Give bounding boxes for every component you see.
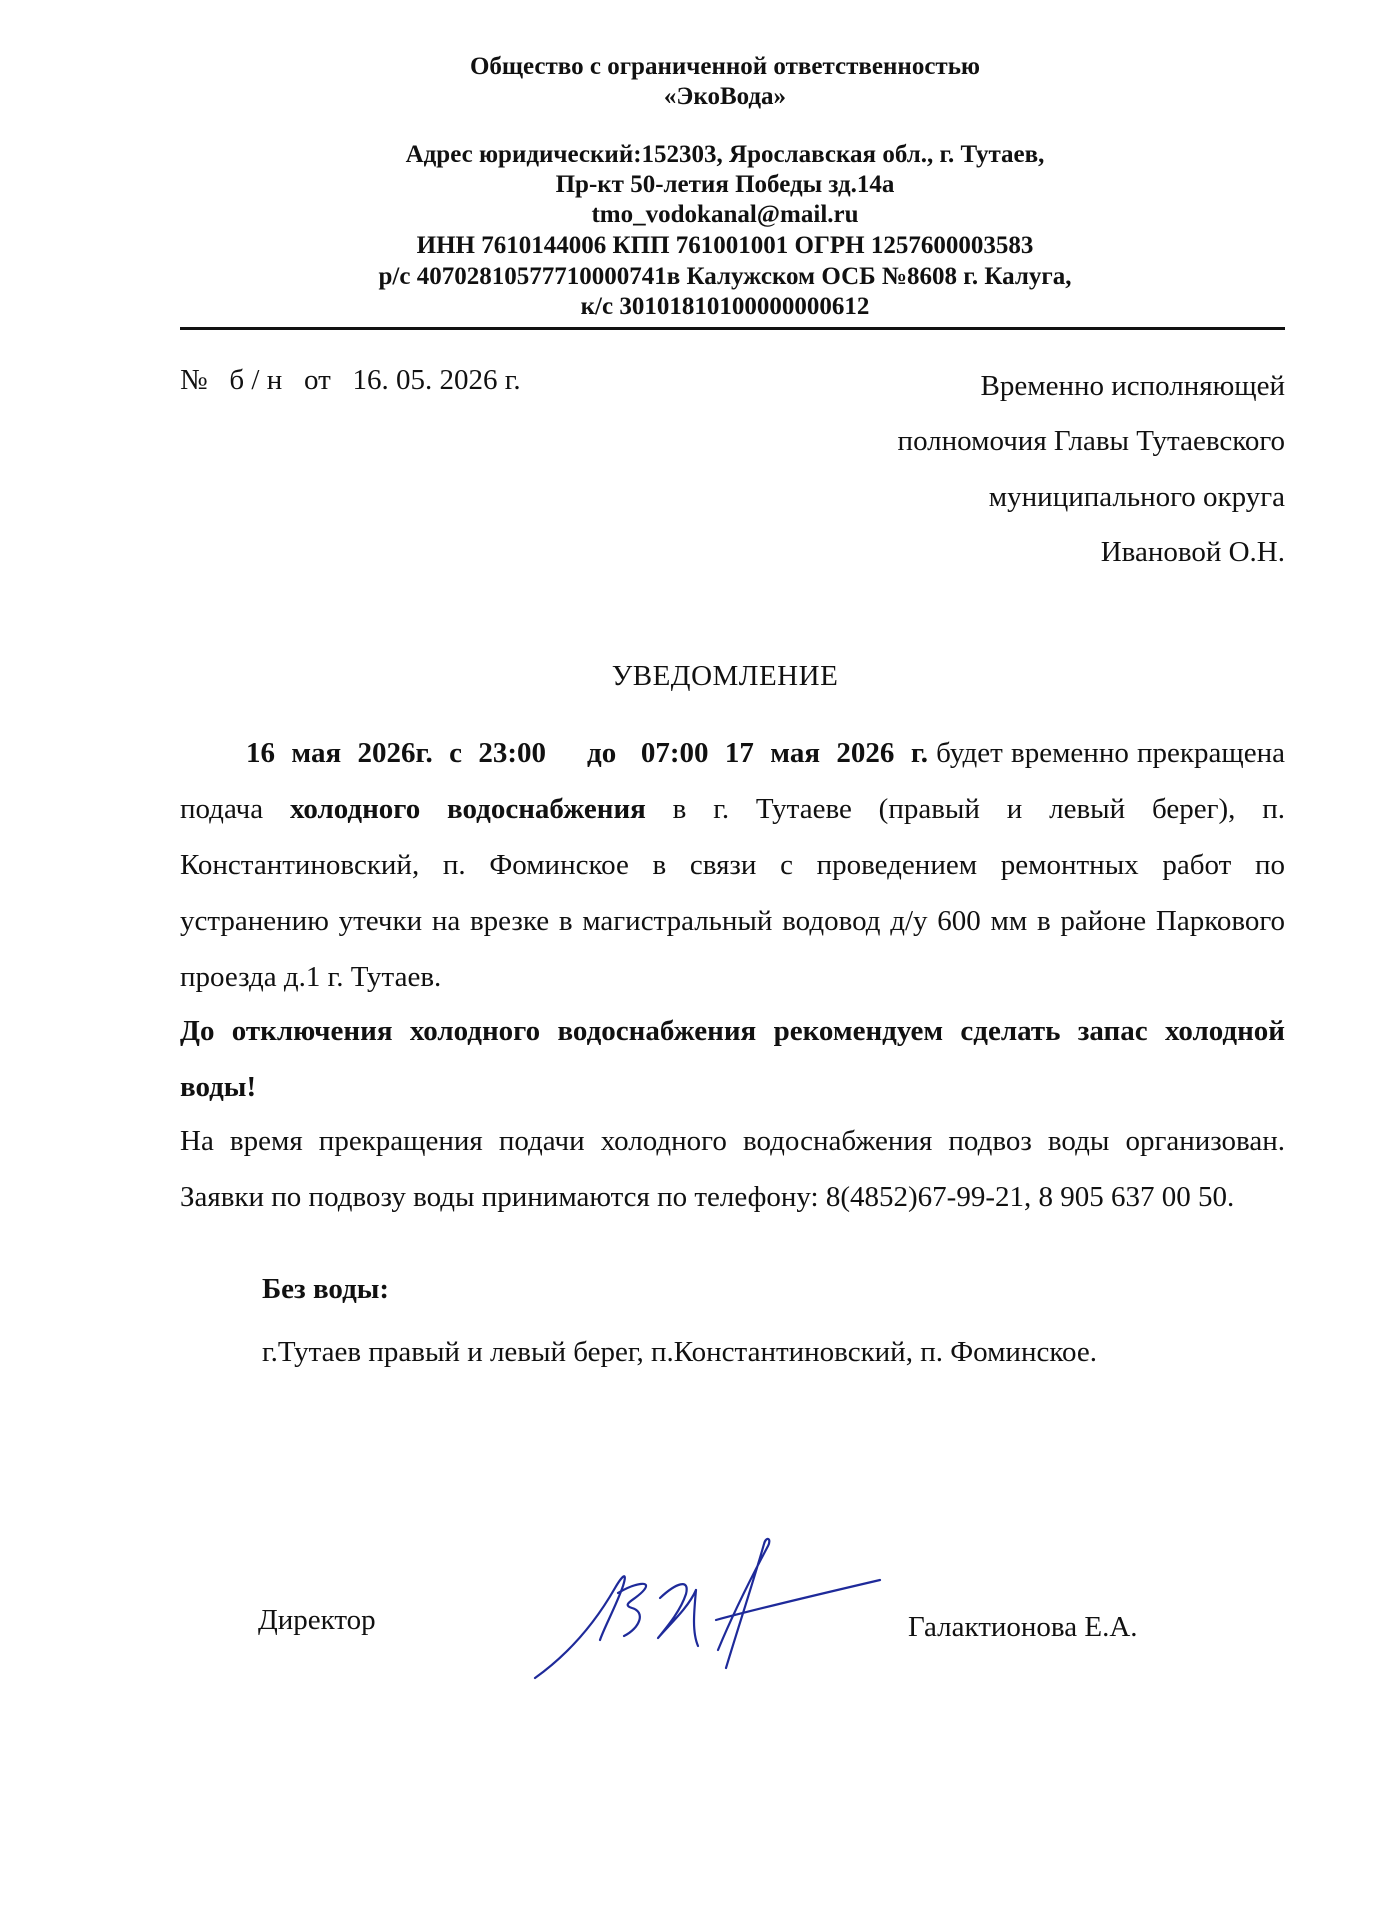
notice-paragraph: [180, 725, 1285, 1005]
water-delivery-paragraph: На время прекращения подачи холодного водоснабжения подвоз воды организован. Заявки по подвозу воды принимаются по телефону: 8(4852)67-99-21, 8 905 637 00 50.: [180, 1125, 1285, 1213]
org-email: tmo_vodokanal@mail.ru: [591, 201, 859, 228]
no-water-places: г.Тутаев правый и левый берег, п.Константиновский, п. Фоминское.: [262, 1336, 1097, 1368]
notice-text-b: в г. Тутаеве (правый и левый берег), п. Константиновский, п. Фоминское в связи с проведением ремонтных работ по устранению утечки на врезке в магистральный водовод д/у 600 мм в районе Паркового проезда д.1 г. Тутаев.: [180, 793, 1285, 993]
document-ref: № б / н от 16. 05. 2026 г.: [180, 364, 521, 396]
org-ids: ИНН 7610144006 КПП 761001001 ОГРН 1257600003583: [416, 232, 1034, 259]
outage-period: 16 мая 2026г. с 23:00 до 07:00 17 мая 2026 г.: [246, 737, 928, 769]
notice-bold-text: холодного водоснабжения: [289, 793, 646, 825]
document-title: УВЕДОМЛЕНИЕ: [611, 660, 839, 692]
handwritten-signature: [520, 1528, 890, 1698]
legal-address-line1: Адрес юридический:152303, Ярославская обл., г. Тутаев,: [405, 141, 1045, 168]
addressee-line2: полномочия Главы Тутаевского: [897, 425, 1285, 457]
addressee-name: Ивановой О.Н.: [1100, 536, 1285, 568]
legal-address-line2: Пр-кт 50-летия Победы зд.14а: [555, 171, 895, 198]
org-name-line2: «ЭкоВода»: [663, 83, 787, 110]
no-water-label: Без воды:: [262, 1273, 390, 1305]
org-corr-account: к/с 30101810100000000612: [580, 293, 870, 320]
addressee-line3: муниципального округа: [988, 481, 1285, 513]
org-account: р/с 40702810577710000741в Калужском ОСБ №8608 г. Калуга,: [378, 263, 1072, 290]
recommendation-paragraph: До отключения холодного водоснабжения рекомендуем сделать запас холодной воды!: [180, 1015, 1285, 1103]
notice-text-a: будет временно прекращена подача: [180, 737, 1285, 825]
addressee-line1: Временно исполняющей: [980, 370, 1285, 402]
signatory-role: Директор: [258, 1604, 376, 1636]
org-name-line1: Общество с ограниченной ответственностью: [469, 53, 981, 80]
header-divider: [180, 327, 1285, 330]
signatory-name: Галактионова Е.А.: [908, 1611, 1138, 1643]
